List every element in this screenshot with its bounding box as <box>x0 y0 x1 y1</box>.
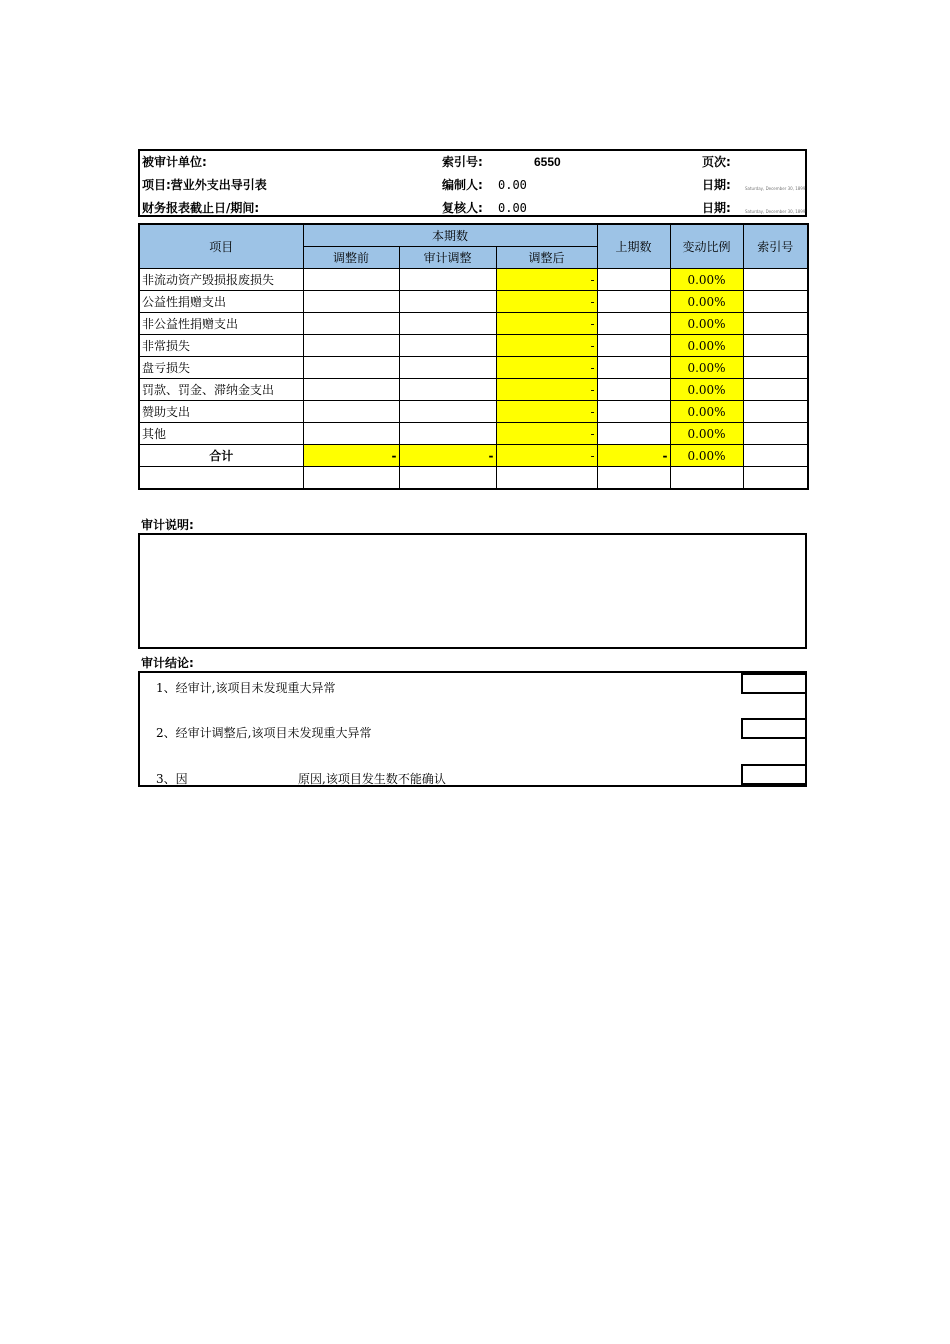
blank-cell[interactable] <box>670 467 743 490</box>
row-index[interactable] <box>743 357 808 379</box>
row-prior[interactable] <box>597 423 670 445</box>
row-adjust[interactable] <box>399 335 496 357</box>
table-row <box>139 379 808 401</box>
index-value[interactable]: 6550 <box>534 155 561 169</box>
date-label-preparer: 日期: <box>702 178 731 192</box>
row-after[interactable]: - <box>496 401 597 423</box>
blank-row <box>139 467 808 490</box>
row-change[interactable]: 0.00% <box>670 313 743 335</box>
row-prior[interactable] <box>597 335 670 357</box>
row-prior[interactable] <box>597 291 670 313</box>
row-item: 罚款、罚金、滞纳金支出 <box>139 379 303 401</box>
audited-unit-label: 被审计单位: <box>142 155 207 169</box>
row-before[interactable] <box>303 291 399 313</box>
row-index[interactable] <box>743 313 808 335</box>
blank-cell[interactable] <box>303 467 399 490</box>
total-change[interactable]: 0.00% <box>670 445 743 467</box>
row-index[interactable] <box>743 269 808 291</box>
audit-notes-box[interactable] <box>138 533 807 649</box>
row-prior[interactable] <box>597 401 670 423</box>
table-row <box>139 335 808 357</box>
row-item: 赞助支出 <box>139 401 303 423</box>
project-label: 项目:营业外支出导引表 <box>142 178 267 192</box>
expense-lead-table <box>138 223 809 490</box>
table-row <box>139 423 808 445</box>
col-index-header: 索引号 <box>743 224 808 269</box>
page-label: 页次: <box>702 155 731 169</box>
row-prior[interactable] <box>597 357 670 379</box>
row-before[interactable] <box>303 313 399 335</box>
col-after-header: 调整后 <box>496 247 597 269</box>
row-item: 公益性捐赠支出 <box>139 291 303 313</box>
date-value-preparer[interactable]: Saturday, December 30, 1899 <box>745 186 806 191</box>
row-change[interactable]: 0.00% <box>670 357 743 379</box>
row-before[interactable] <box>303 401 399 423</box>
table-row <box>139 313 808 335</box>
preparer-value[interactable]: 0.00 <box>498 178 527 192</box>
row-change[interactable]: 0.00% <box>670 423 743 445</box>
row-before[interactable] <box>303 335 399 357</box>
row-change[interactable]: 0.00% <box>670 379 743 401</box>
row-before[interactable] <box>303 423 399 445</box>
total-adjust[interactable]: - <box>399 445 496 467</box>
table-row <box>139 291 808 313</box>
row-item: 非流动资产毁损报废损失 <box>139 269 303 291</box>
row-adjust[interactable] <box>399 291 496 313</box>
row-item: 非公益性捐赠支出 <box>139 313 303 335</box>
row-after[interactable]: - <box>496 313 597 335</box>
row-after[interactable]: - <box>496 379 597 401</box>
row-prior[interactable] <box>597 313 670 335</box>
conclusion-check-3[interactable] <box>741 764 805 785</box>
blank-cell[interactable] <box>743 467 808 490</box>
col-adjust-header: 审计调整 <box>399 247 496 269</box>
row-adjust[interactable] <box>399 269 496 291</box>
row-after[interactable]: - <box>496 423 597 445</box>
blank-cell[interactable] <box>139 467 303 490</box>
table-row <box>139 357 808 379</box>
total-before[interactable]: - <box>303 445 399 467</box>
col-item-header: 项目 <box>139 224 303 269</box>
row-index[interactable] <box>743 401 808 423</box>
row-adjust[interactable] <box>399 357 496 379</box>
row-change[interactable]: 0.00% <box>670 335 743 357</box>
row-prior[interactable] <box>597 379 670 401</box>
row-adjust[interactable] <box>399 423 496 445</box>
blank-cell[interactable] <box>597 467 670 490</box>
total-row <box>139 445 808 467</box>
col-prior-header: 上期数 <box>597 224 670 269</box>
row-index[interactable] <box>743 335 808 357</box>
row-change[interactable]: 0.00% <box>670 401 743 423</box>
row-before[interactable] <box>303 357 399 379</box>
total-index[interactable] <box>743 445 808 467</box>
blank-cell[interactable] <box>399 467 496 490</box>
row-adjust[interactable] <box>399 379 496 401</box>
col-change-header: 变动比例 <box>670 224 743 269</box>
period-label: 财务报表截止日/期间: <box>142 201 260 215</box>
header-box <box>138 149 807 217</box>
total-prior[interactable]: - <box>597 445 670 467</box>
blank-cell[interactable] <box>496 467 597 490</box>
conclusion-line-1: 1、经审计,该项目未发现重大异常 <box>156 681 336 695</box>
row-after[interactable]: - <box>496 335 597 357</box>
conclusion-line-2: 2、经审计调整后,该项目未发现重大异常 <box>156 726 372 740</box>
table-row <box>139 269 808 291</box>
row-item: 非常损失 <box>139 335 303 357</box>
total-label: 合计 <box>139 445 303 467</box>
row-item: 其他 <box>139 423 303 445</box>
row-after[interactable]: - <box>496 291 597 313</box>
conclusion-check-2[interactable] <box>741 718 805 739</box>
row-index[interactable] <box>743 291 808 313</box>
row-after[interactable]: - <box>496 269 597 291</box>
row-prior[interactable] <box>597 269 670 291</box>
date-value-reviewer[interactable]: Saturday, December 30, 1899 <box>745 209 806 214</box>
audit-conclusion-box <box>138 671 807 787</box>
row-adjust[interactable] <box>399 401 496 423</box>
audit-notes-label: 审计说明: <box>141 518 194 532</box>
col-current-header: 本期数 <box>303 224 597 247</box>
audit-conclusion-label: 审计结论: <box>141 656 194 670</box>
table-row <box>139 401 808 423</box>
row-item: 盘亏损失 <box>139 357 303 379</box>
row-index[interactable] <box>743 379 808 401</box>
reviewer-label: 复核人: <box>442 201 483 215</box>
reviewer-value[interactable]: 0.00 <box>498 201 527 215</box>
col-before-header: 调整前 <box>303 247 399 269</box>
index-label: 索引号: <box>442 155 483 169</box>
conclusion-check-1[interactable] <box>741 673 805 694</box>
row-before[interactable] <box>303 379 399 401</box>
row-adjust[interactable] <box>399 313 496 335</box>
date-label-reviewer: 日期: <box>702 201 731 215</box>
conclusion-line-3-suffix: 原因,该项目发生数不能确认 <box>298 772 446 786</box>
total-after[interactable]: - <box>496 445 597 467</box>
row-index[interactable] <box>743 423 808 445</box>
row-change[interactable]: 0.00% <box>670 269 743 291</box>
row-before[interactable] <box>303 269 399 291</box>
row-after[interactable]: - <box>496 357 597 379</box>
conclusion-line-3-prefix: 3、因 <box>156 772 188 786</box>
row-change[interactable]: 0.00% <box>670 291 743 313</box>
preparer-label: 编制人: <box>442 178 483 192</box>
